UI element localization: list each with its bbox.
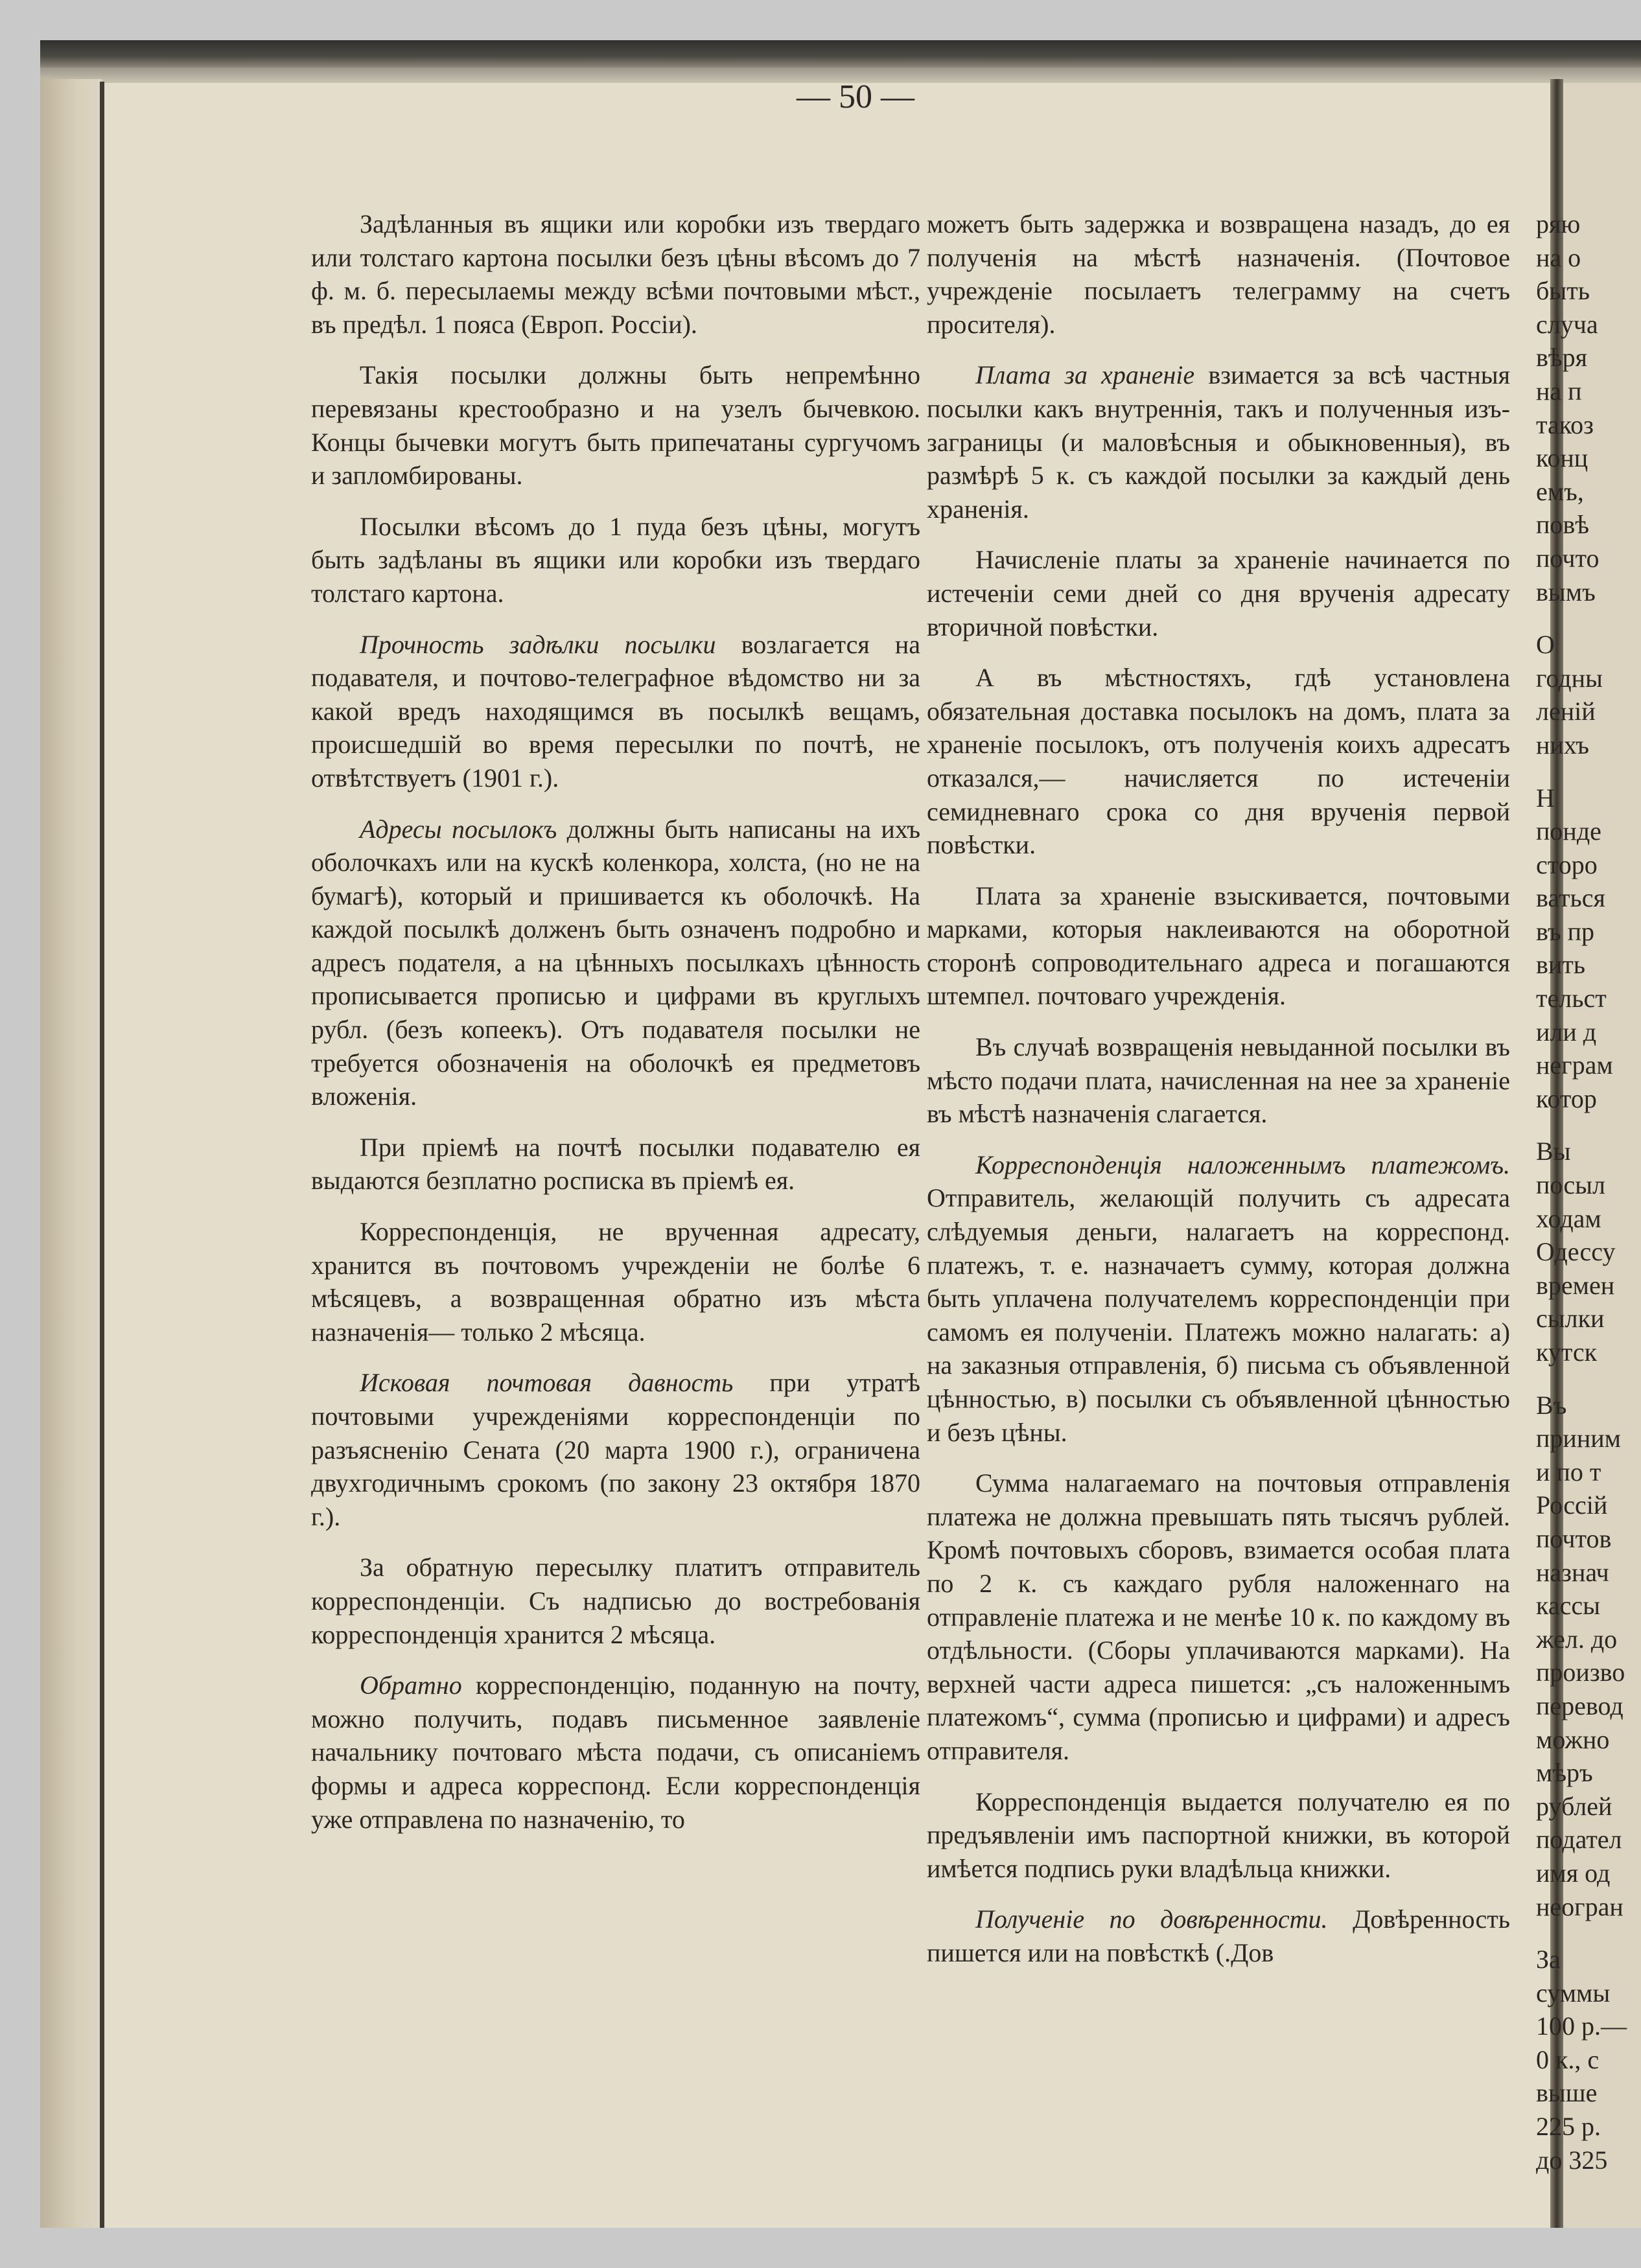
paragraph-text: Отправитель, желающiй получить съ адресата слѣдуемыя деньги, налагаетъ на корреспонд. платежъ, т. е. назначаетъ сумму, которая должна быть уплачена получателемъ корреспонденцiи при самомъ ея полученiи. Платежъ можно налагать: а) на заказныя отправленiя, б) письма съ объявленной цѣнностью, в) посылки съ объявленной цѣнностью и безъ цѣны. — [927, 1183, 1510, 1447]
paragraph — [927, 1030, 1510, 1131]
paragraph — [927, 1466, 1510, 1767]
paragraph-text: Начисленiе платы за храненiе начинается по истеченiи семи дней со дня врученiя адресату вторичной повѣстки. — [927, 545, 1510, 642]
next-page-fragment: Н понде сторо ваться въ пр вить тельст или д неграм котор — [1536, 783, 1613, 1113]
paragraph — [311, 1669, 920, 1836]
top-binding-edge — [40, 40, 1641, 67]
paragraph — [927, 879, 1510, 1013]
paragraph — [311, 1366, 920, 1533]
next-page-fragment: За суммы 100 р.— 0 к., с выше 225 р. до 325 — [1536, 1945, 1627, 2175]
paragraph — [311, 1551, 920, 1651]
paragraph — [311, 207, 920, 341]
paragraph — [927, 207, 1510, 341]
paragraph-lead: Полученiе по довѣренности. — [975, 1904, 1328, 1934]
paragraph-text: Плата за храненiе взыскивается, почтовыми марками, которыя наклеиваются на оборотной сторонѣ сопроводительнаго адреса и погашаются штемпел. почтоваго учрежденiя. — [927, 881, 1510, 1011]
paragraph-text: при утратѣ почтовыми учрежденiями корреспонденцiи по разъясненiю Сената (20 марта 1900 г.), ограничена двухгодичнымъ срокомъ (по закону 23 октября 1870 г.). — [311, 1368, 920, 1531]
paragraph — [927, 1903, 1510, 1969]
paragraph-lead: Адресы посылокъ — [360, 814, 557, 844]
paragraph — [311, 358, 920, 492]
paragraph-text: взимается за всѣ частныя посылки какъ внутреннiя, такъ и полученныя изъ-заграницы (и маловѣсныя и обыкновенныя), въ размѣрѣ 5 к. съ каждой посылки за каждый день храненiя. — [927, 360, 1511, 524]
paragraph-text: корреспонденцiю, поданную на почту, можно получить, подавъ письменное заявленiе начальнику почтоваго мѣста подачи, съ описанiемъ формы и адреса корреспонд. Если корреспонденцiя уже отправлена по назначенiю, то — [311, 1671, 920, 1834]
paragraph-text: При прiемѣ на почтѣ посылки подавателю ея выдаются безплатно росписка въ прiемѣ ея. — [311, 1132, 920, 1196]
paragraph-text: А въ мѣстностяхъ, гдѣ установлена обязательная доставка посылокъ на домъ, плата за храненiе посылокъ, отъ полученiя коихъ адресатъ отказался,— начисляется по истеченiи семидневнаго срока со дня врученiя первой повѣстки. — [927, 663, 1510, 860]
next-page-fragment: ряю на о быть случа вѣря на п такоз конц емъ, повѣ почто вымъ — [1536, 209, 1600, 607]
paragraph — [311, 1215, 920, 1348]
paragraph-text: можетъ быть задержка и возвращена назадъ, до ея полученiя на мѣстѣ назначенiя. (Почтовое учрежденiе посылаетъ телеграмму на счетъ просителя). — [927, 209, 1510, 339]
left-border-line — [100, 82, 104, 2228]
paragraph-text: Корреспонденцiя выдается получателю ея по предъявленiи имъ паспортной книжки, въ которой имѣется подпись руки владѣльца книжки. — [927, 1787, 1510, 1883]
paragraph-text: Корреспонденцiя, не врученная адресату, хранится въ почтовомъ учрежденiи не болѣе 6 мѣсяцевъ, а возвращенная обратно изъ мѣста назначенiя— только 2 мѣсяца. — [311, 1217, 920, 1347]
next-page-fragment: Въ приним и по т Россій почтов назнач кассы жел. до произво перевод можно мѣръ рублей подател имя од неогран — [1536, 1390, 1625, 1921]
paragraph — [927, 661, 1510, 862]
paragraph — [311, 1131, 920, 1198]
paragraph-lead: Исковая почтовая давность — [360, 1368, 734, 1398]
paragraph — [927, 1148, 1510, 1449]
paragraph-text: Довѣренность пишется или на повѣсткѣ (.Дов — [927, 1904, 1510, 1967]
paragraph-text: Въ случаѣ возвращенiя невыданной посылки въ мѣсто подачи плата, начисленная на нее за храненiе въ мѣстѣ назначенiя слагается. — [927, 1032, 1510, 1129]
paragraph-text: должны быть написаны на ихъ оболочкахъ или на кускѣ коленкора, холста, (но не на бумагѣ), который и пришивается къ оболочкѣ. На каждой посылкѣ долженъ быть означенъ подробно и адресъ подателя, а на цѣнныхъ посылкахъ цѣнность прописывается прописью и цифрами въ круглыхъ рубл. (безъ копеекъ). Отъ подавателя посылки не требуется обозначенiя на оболочкѣ ея предметовъ вложенiя. — [311, 814, 921, 1111]
paragraph — [927, 1785, 1510, 1886]
page-number: — 50 — — [797, 78, 914, 115]
paragraph — [311, 813, 920, 1113]
paragraph-text: Посылки вѣсомъ до 1 пуда безъ цѣны, могутъ быть задѣланы въ ящики или коробки изъ твердаго толстаго картона. — [311, 511, 920, 608]
paragraph-text: Сумма налагаемаго на почтовыя отправленiя платежа не должна превышать пять тысячъ рублей. Кромѣ почтовыхъ сборовъ, взимается особая плата по 2 к. съ каждаго рубля наложеннаго на отправленiе платежа и не менѣе 10 к. по каждому въ отдѣльности. (Сборы уплачиваются марками). На верхней части адреса пишется: „съ наложеннымъ платежомъ“, сумма (прописью и цифрами) и адресъ отправителя. — [927, 1468, 1510, 1765]
paragraph-text: Такiя посылки должны быть непремѣнно перевязаны крестообразно и на узелъ бычевкою. Концы бычевки могутъ быть припечатаны сургучомъ и запломбированы. — [311, 360, 920, 491]
paragraph — [311, 510, 920, 610]
paragraph-lead: Корреспонденцiя наложеннымъ платежомъ. — [975, 1150, 1510, 1179]
paragraph — [311, 628, 920, 795]
next-page-fragment: Вы посыл ходам Одессу времен сылки кутск — [1536, 1137, 1616, 1367]
paragraph — [927, 358, 1510, 526]
left-column — [311, 207, 920, 1853]
paragraph-text: Задѣланныя въ ящики или коробки изъ твердаго или толстаго картона посылки безъ цѣны вѣсомъ до 7 ф. м. б. пересылаемы между всѣми почтовыми мѣст., въ предѣл. 1 пояса (Европ. Россiи). — [311, 209, 920, 339]
left-page-edge — [40, 79, 102, 2228]
paragraph-text: возлагается на подавателя, и почтово-телеграфное вѣдомство ни за какой вредъ находящимся въ посылкѣ вещамъ, происшедшiй во время пересылки по почтѣ, не отвѣтствуетъ (1901 г.). — [311, 629, 920, 793]
next-page-text — [1536, 207, 1641, 2196]
paragraph — [927, 543, 1510, 643]
right-column — [927, 207, 1510, 1987]
paragraph-lead: Обратно — [360, 1671, 462, 1700]
next-page-fragment: О годны леній нихъ — [1536, 630, 1603, 759]
paragraph-lead: Прочность задѣлки посылки — [360, 629, 716, 659]
paragraph-lead: Плата за храненiе — [975, 360, 1195, 390]
paragraph-text: За обратную пересылку платитъ отправитель корреспонденцiи. Съ надписью до востребованiя корреспонденцiя хранится 2 мѣсяца. — [311, 1553, 920, 1649]
